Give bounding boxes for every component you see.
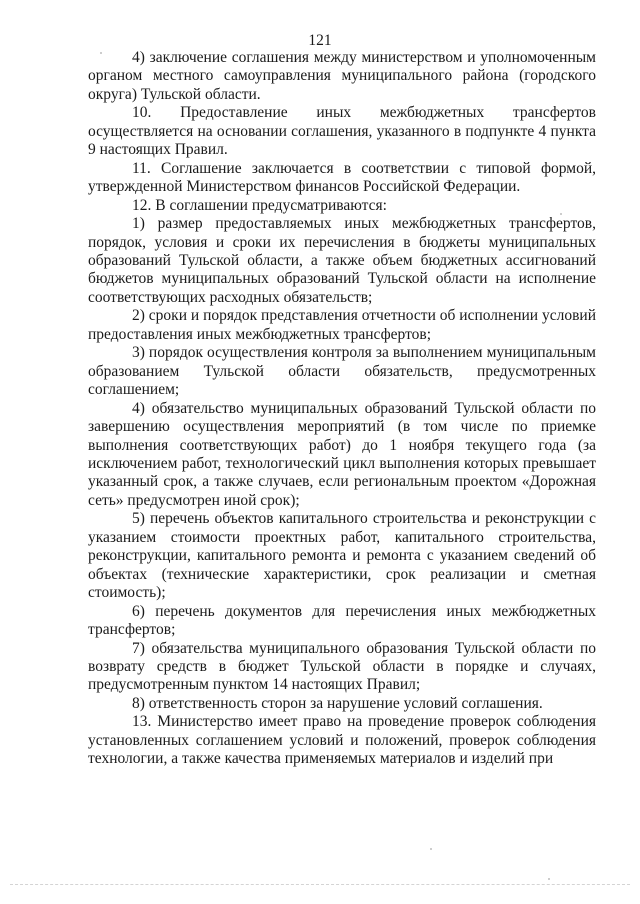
paragraph-item-7: 7) обязательства муниципального образования Тульской области по возврату средств в бюджет Тульской области в порядке и случаях, предусмотренным пунктом 14 настоящих Правил;	[88, 639, 596, 694]
document-body	[88, 49, 596, 769]
scan-speck	[548, 878, 550, 880]
scan-edge-line	[10, 884, 630, 885]
paragraph-item-5: 5) перечень объектов капитального строительства и реконструкции с указанием стоимости проектных работ, капитального строительства, реконструкции, капитального ремонта и ремонта с указанием сведений об объектах (технические характеристики, срок реализации и сметная стоимость);	[88, 510, 596, 602]
paragraph-item-4-agreement: 4) заключение соглашения между министерством и уполномоченным органом местного самоуправления муниципального района (городского округа) Тульской области.	[88, 49, 596, 103]
scan-speck	[100, 52, 102, 54]
paragraph-item-4: 4) обязательство муниципальных образований Тульской области по завершению осуществления мероприятий (в том числе по приемке выполнения соответствующих работ) до 1 ноября текущего года (за исключением работ, технологический цикл выполнения которых превышает указанный срок, а также случаев, если региональным проектом «Дорожная сеть» предусмотрен иной срок);	[88, 399, 596, 509]
paragraph-item-8: 8) ответственность сторон за нарушение условий соглашения.	[132, 694, 543, 712]
paragraph-item-6: 6) перечень документов для перечисления иных межбюджетных трансфертов;	[88, 602, 596, 639]
paragraph-section-13: 13. Министерство имеет право на проведение проверок соблюдения установленных соглашением условий и положений, проверок соблюдения технологии, а также качества применяемых материалов и изделий при	[88, 713, 596, 768]
page-number: 121	[308, 32, 332, 49]
paragraph-section-10: 10. Предоставление иных межбюджетных трансфертов осуществляется на основании соглашения, указанного в подпункте 4 пункта 9 настоящих Правил.	[88, 104, 596, 159]
scan-speck	[430, 848, 432, 850]
paragraph-item-2: 2) сроки и порядок представления отчетности об исполнении условий предоставления иных межбюджетных трансфертов;	[88, 307, 596, 343]
paragraph-item-3: 3) порядок осуществления контроля за выполнением муниципальным образованием Тульской области обязательств, предусмотренных соглашением;	[88, 344, 596, 399]
paragraph-section-11: 11. Соглашение заключается в соответствии с типовой формой, утвержденной Министерством финансов Российской Федерации.	[88, 159, 596, 196]
paragraph-section-12: 12. В соглашении предусматриваются:	[132, 196, 387, 214]
paragraph-item-1: 1) размер предоставляемых иных межбюджетных трансфертов, порядок, условия и сроки их перечисления в бюджеты муниципальных образований Тульской области, а также объем бюджетных ассигнований бюджетов муниципальных образований Тульской области на исполнение соответствующих расходных обязательств;	[88, 215, 596, 306]
scan-speck	[560, 213, 562, 215]
